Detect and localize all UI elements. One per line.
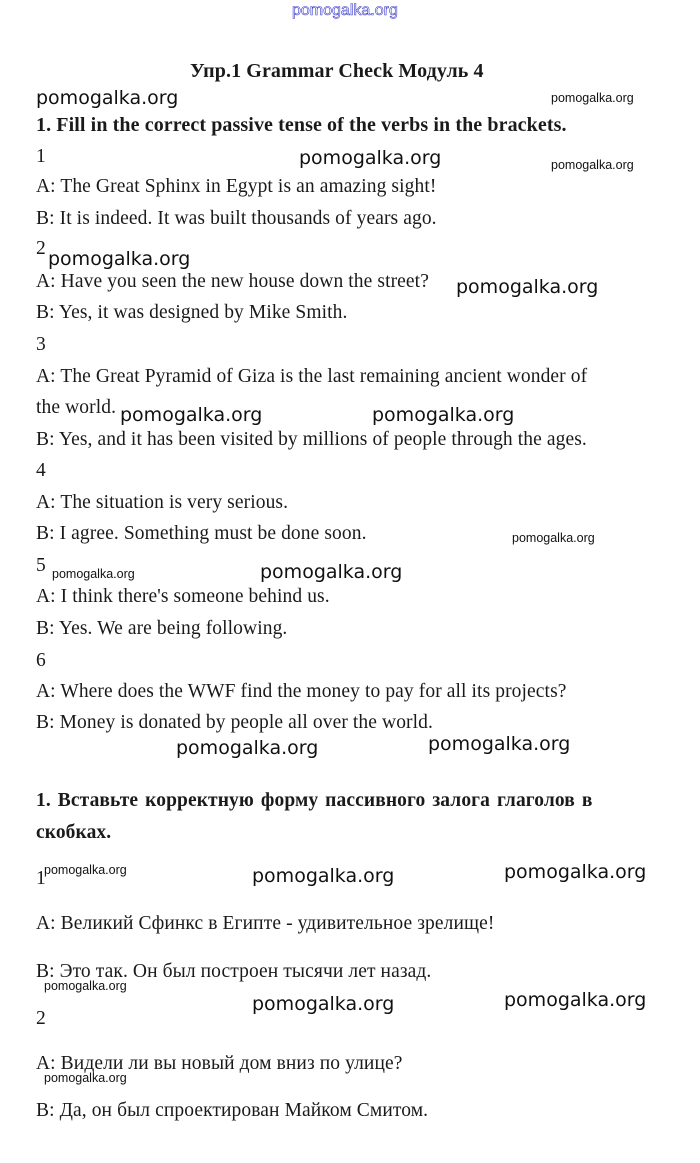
watermark: pomogalka.org <box>44 1071 127 1085</box>
item-number: 6 <box>36 650 46 671</box>
watermark: pomogalka.org <box>176 737 319 759</box>
dialogue-line-a-continued: the world. <box>36 397 117 418</box>
item-number: 2 <box>36 238 46 259</box>
item-number: 1 <box>36 868 46 889</box>
watermark: pomogalka.org <box>260 561 403 583</box>
watermark: pomogalka.org <box>504 861 647 883</box>
dialogue-line-b: B: I agree. Something must be done soon. <box>36 523 367 544</box>
watermark: pomogalka.org <box>551 158 634 172</box>
item-number: 3 <box>36 334 46 355</box>
item-number: 2 <box>36 1008 46 1029</box>
dialogue-line-a: A: The Great Pyramid of Giza is the last remaining ancient wonder of <box>36 366 588 387</box>
watermark: pomogalka.org <box>299 147 442 169</box>
dialogue-line-b: B: It is indeed. It was built thousands of years ago. <box>36 208 437 229</box>
dialogue-line-b: B: Yes, and it has been visited by millions of people through the ages. <box>36 429 587 450</box>
item-number: 4 <box>36 460 46 481</box>
dialogue-line-a: A: Видели ли вы новый дом вниз по улице? <box>36 1053 403 1074</box>
dialogue-line-a: A: I think there's someone behind us. <box>36 586 330 607</box>
dialogue-line-a: A: The situation is very serious. <box>36 492 289 513</box>
item-number: 1 <box>36 146 46 167</box>
watermark: pomogalka.org <box>48 248 191 270</box>
watermark: pomogalka.org <box>252 865 395 887</box>
watermark: pomogalka.org <box>52 567 135 581</box>
dialogue-line-b: B: Да, он был спроектирован Майком Смитом. <box>36 1100 429 1121</box>
watermark: pomogalka.org <box>36 87 179 109</box>
watermark-top: pomogalka.org <box>292 2 398 19</box>
english-heading: 1. Fill in the correct passive tense of the verbs in the brackets. <box>36 114 567 136</box>
dialogue-line-a: A: Where does the WWF find the money to pay for all its projects? <box>36 681 567 702</box>
russian-heading-line-2: скобках. <box>36 822 112 843</box>
watermark: pomogalka.org <box>44 979 127 993</box>
russian-heading-line-1: 1. Вставьте корректную форму пассивного залога глаголов в <box>36 790 593 811</box>
dialogue-line-b: B: Money is donated by people all over the world. <box>36 712 433 733</box>
watermark: pomogalka.org <box>252 993 395 1015</box>
watermark: pomogalka.org <box>551 91 634 105</box>
dialogue-line-b: B: Это так. Он был построен тысячи лет назад. <box>36 961 432 982</box>
watermark: pomogalka.org <box>372 404 515 426</box>
item-number: 5 <box>36 555 46 576</box>
dialogue-line-a: A: Великий Сфинкс в Египте - удивительное зрелище! <box>36 913 495 934</box>
dialogue-line-a: A: Have you seen the new house down the street? <box>36 271 429 292</box>
watermark: pomogalka.org <box>512 531 595 545</box>
watermark: pomogalka.org <box>120 404 263 426</box>
watermark: pomogalka.org <box>44 863 127 877</box>
watermark: pomogalka.org <box>456 276 599 298</box>
watermark: pomogalka.org <box>428 733 571 755</box>
watermark: pomogalka.org <box>504 989 647 1011</box>
dialogue-line-b: B: Yes, it was designed by Mike Smith. <box>36 302 348 323</box>
dialogue-line-b: B: Yes. We are being following. <box>36 618 288 639</box>
page-title: Упр.1 Grammar Check Модуль 4 <box>190 60 484 82</box>
dialogue-line-a: A: The Great Sphinx in Egypt is an amazing sight! <box>36 176 437 197</box>
